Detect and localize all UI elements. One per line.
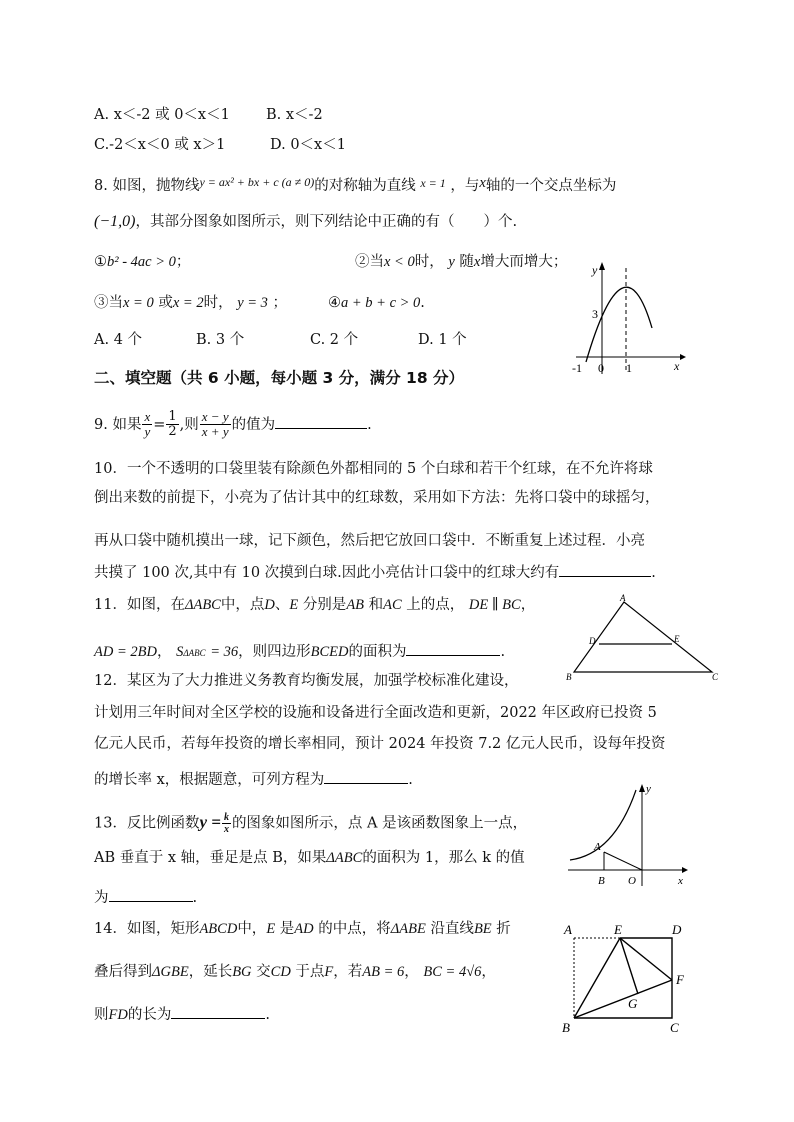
- q8-option-a: A. 4 个: [94, 332, 143, 348]
- svg-text:y: y: [646, 783, 651, 795]
- q9-frac-xy: $\frac{x}{y}$: [144, 409, 151, 440]
- section2-title: 二、填空题（共 6 小题，每小题 3 分，满分 18 分）: [94, 369, 465, 387]
- q10-line2: 倒出来数的前提下，小亮为了估计其中的红球数，采用如下方法：先将口袋中的球摇匀，: [94, 490, 660, 506]
- q14-rectangle-figure: [560, 918, 700, 1036]
- q8-option-d: D. 1 个: [418, 332, 467, 348]
- svg-text:D: D: [672, 922, 682, 937]
- q8-statement-3: ③当x = 0 或x = 2时， y = 3 ；: [94, 295, 288, 311]
- svg-text:G: G: [628, 996, 638, 1011]
- q8-option-c: C. 2 个: [310, 332, 359, 348]
- svg-text:-1: -1: [572, 361, 582, 375]
- q8-parabola: [586, 287, 652, 362]
- q12-answer-blank[interactable]: [324, 769, 408, 784]
- svg-text:F: F: [676, 972, 684, 987]
- q9-frac-expr: $\frac{x - y}{x + y}$: [201, 409, 229, 440]
- q9-line: 9. 如果 $\frac{x}{y}$ = $\frac{1}{2}$ ,则 $\frac{x - y}{x + y}$ 的值为 .: [94, 409, 372, 440]
- q14-line2: 叠后得到ΔGBE，延长BG 交CD 于点F，若AB = 6， BC = 4√6，: [94, 964, 496, 980]
- q14-line1: 14．如图，矩形ABCD中，E 是AD 的中点，将ΔABE 沿直线BE 折: [94, 921, 511, 937]
- q14-answer-blank[interactable]: [171, 1004, 265, 1019]
- q13-segment-ao: [604, 852, 642, 870]
- q14-line3: 则FD的长为 .: [94, 1004, 270, 1023]
- q13-line3: 为 .: [94, 887, 197, 906]
- q7-option-b: B. x＜-2: [266, 107, 323, 123]
- q10-line3: 再从口袋中随机摸出一球，记下颜色，然后把它放回口袋中．不断重复上述过程．小亮: [94, 533, 645, 549]
- q7-option-c: C.-2＜x＜0 或 x＞1: [94, 137, 226, 153]
- svg-text:3: 3: [592, 307, 598, 321]
- q12-line4: 的增长率 x，根据题意，可列方程为 .: [94, 769, 413, 788]
- q8-statement-2: ②当x < 0时， y 随x增大而增大；: [355, 254, 568, 270]
- q13-line1: 13．反比例函数y = $\frac{k}{x}$ 的图象如图所示，点 A 是该函数图象上一点，: [94, 812, 528, 835]
- q8-parabola-figure: [568, 258, 688, 378]
- q8-line1: 8. 如图，抛物线$^{y = ax^2 + bx + c (a \ne 0)}$的对称轴为直线 $^{x = 1}$ ，与x轴的一个交点坐标为: [94, 175, 617, 194]
- svg-text:C: C: [670, 1020, 679, 1035]
- q10-line1: 10．一个不透明的口袋里装有除颜色外都相同的 5 个白球和若干个红球，在不允许将球: [94, 461, 653, 477]
- q13-answer-blank[interactable]: [109, 887, 193, 902]
- svg-text:E: E: [614, 922, 622, 937]
- q13-frac-kx: $\frac{k}{x}$: [223, 812, 229, 835]
- q11-line2: AD = 2BD， SΔABC = 36，则四边形BCED的面积为 .: [94, 641, 505, 660]
- q7-option-d: D. 0＜x＜1: [270, 137, 346, 153]
- svg-text:1: 1: [626, 361, 632, 375]
- svg-text:O: O: [628, 875, 636, 887]
- svg-text:D: D: [589, 636, 596, 646]
- svg-text:C: C: [712, 672, 719, 682]
- q14-segment-bf: [574, 980, 672, 1018]
- q12-line1: 12．某区为了大力推进义务教育均衡发展，加强学校标准化建设，: [94, 673, 519, 689]
- q13-hyperbola: [570, 790, 636, 860]
- q14-rectangle: [574, 938, 672, 1018]
- svg-text:A: A: [594, 841, 601, 853]
- svg-text:B: B: [562, 1020, 570, 1035]
- q10-line4: 共摸了 100 次,其中有 10 次摸到白球.因此小亮估计口袋中的红球大约有 .: [94, 562, 656, 581]
- svg-text:x: x: [674, 359, 680, 373]
- svg-text:E: E: [674, 634, 680, 644]
- q8-statement-4: ④a + b + c > 0.: [328, 295, 425, 311]
- q14-segment-be: [574, 938, 620, 1018]
- svg-text:A: A: [620, 593, 626, 603]
- q13-line2: AB 垂直于 x 轴，垂足是点 B，如果ΔABC的面积为 1，那么 k 的值: [94, 850, 525, 866]
- q7-option-a: A. x＜-2 或 0＜x＜1: [94, 107, 230, 123]
- q9-frac-half: $\frac{1}{2}$: [168, 409, 177, 440]
- q11-line1: 11．如图，在ΔABC中，点D、E 分别是AB 和AC 上的点， DE ∥ BC，: [94, 597, 536, 613]
- q12-line2: 计划用三年时间对全区学校的设施和设备进行全面改造和更新，2022 年区政府已投资 5: [94, 705, 657, 721]
- q9-answer-blank[interactable]: [275, 414, 367, 429]
- q10-answer-blank[interactable]: [559, 562, 651, 577]
- q13-hyperbola-figure: [564, 778, 694, 890]
- q8-line2: (−1,0)，其部分图象如图所示，则下列结论中正确的有（ ）个.: [94, 213, 518, 230]
- svg-text:x: x: [678, 875, 683, 887]
- svg-text:B: B: [566, 672, 572, 682]
- q11-answer-blank[interactable]: [406, 641, 500, 656]
- q14-segment-ef: [620, 938, 672, 980]
- q8-option-b: B. 3 个: [196, 332, 245, 348]
- q8-statement-1: ①b² - 4ac > 0；: [94, 254, 191, 270]
- svg-text:B: B: [598, 875, 605, 887]
- svg-text:A: A: [564, 922, 572, 937]
- svg-text:y: y: [592, 263, 598, 277]
- q11-triangle-figure: [562, 592, 722, 682]
- q12-line3: 亿元人民币，若每年投资的增长率相同，预计 2024 年投资 7.2 亿元人民币，设每年投资: [94, 736, 666, 752]
- q14-segment-eg: [620, 938, 638, 994]
- svg-text:0: 0: [598, 361, 604, 375]
